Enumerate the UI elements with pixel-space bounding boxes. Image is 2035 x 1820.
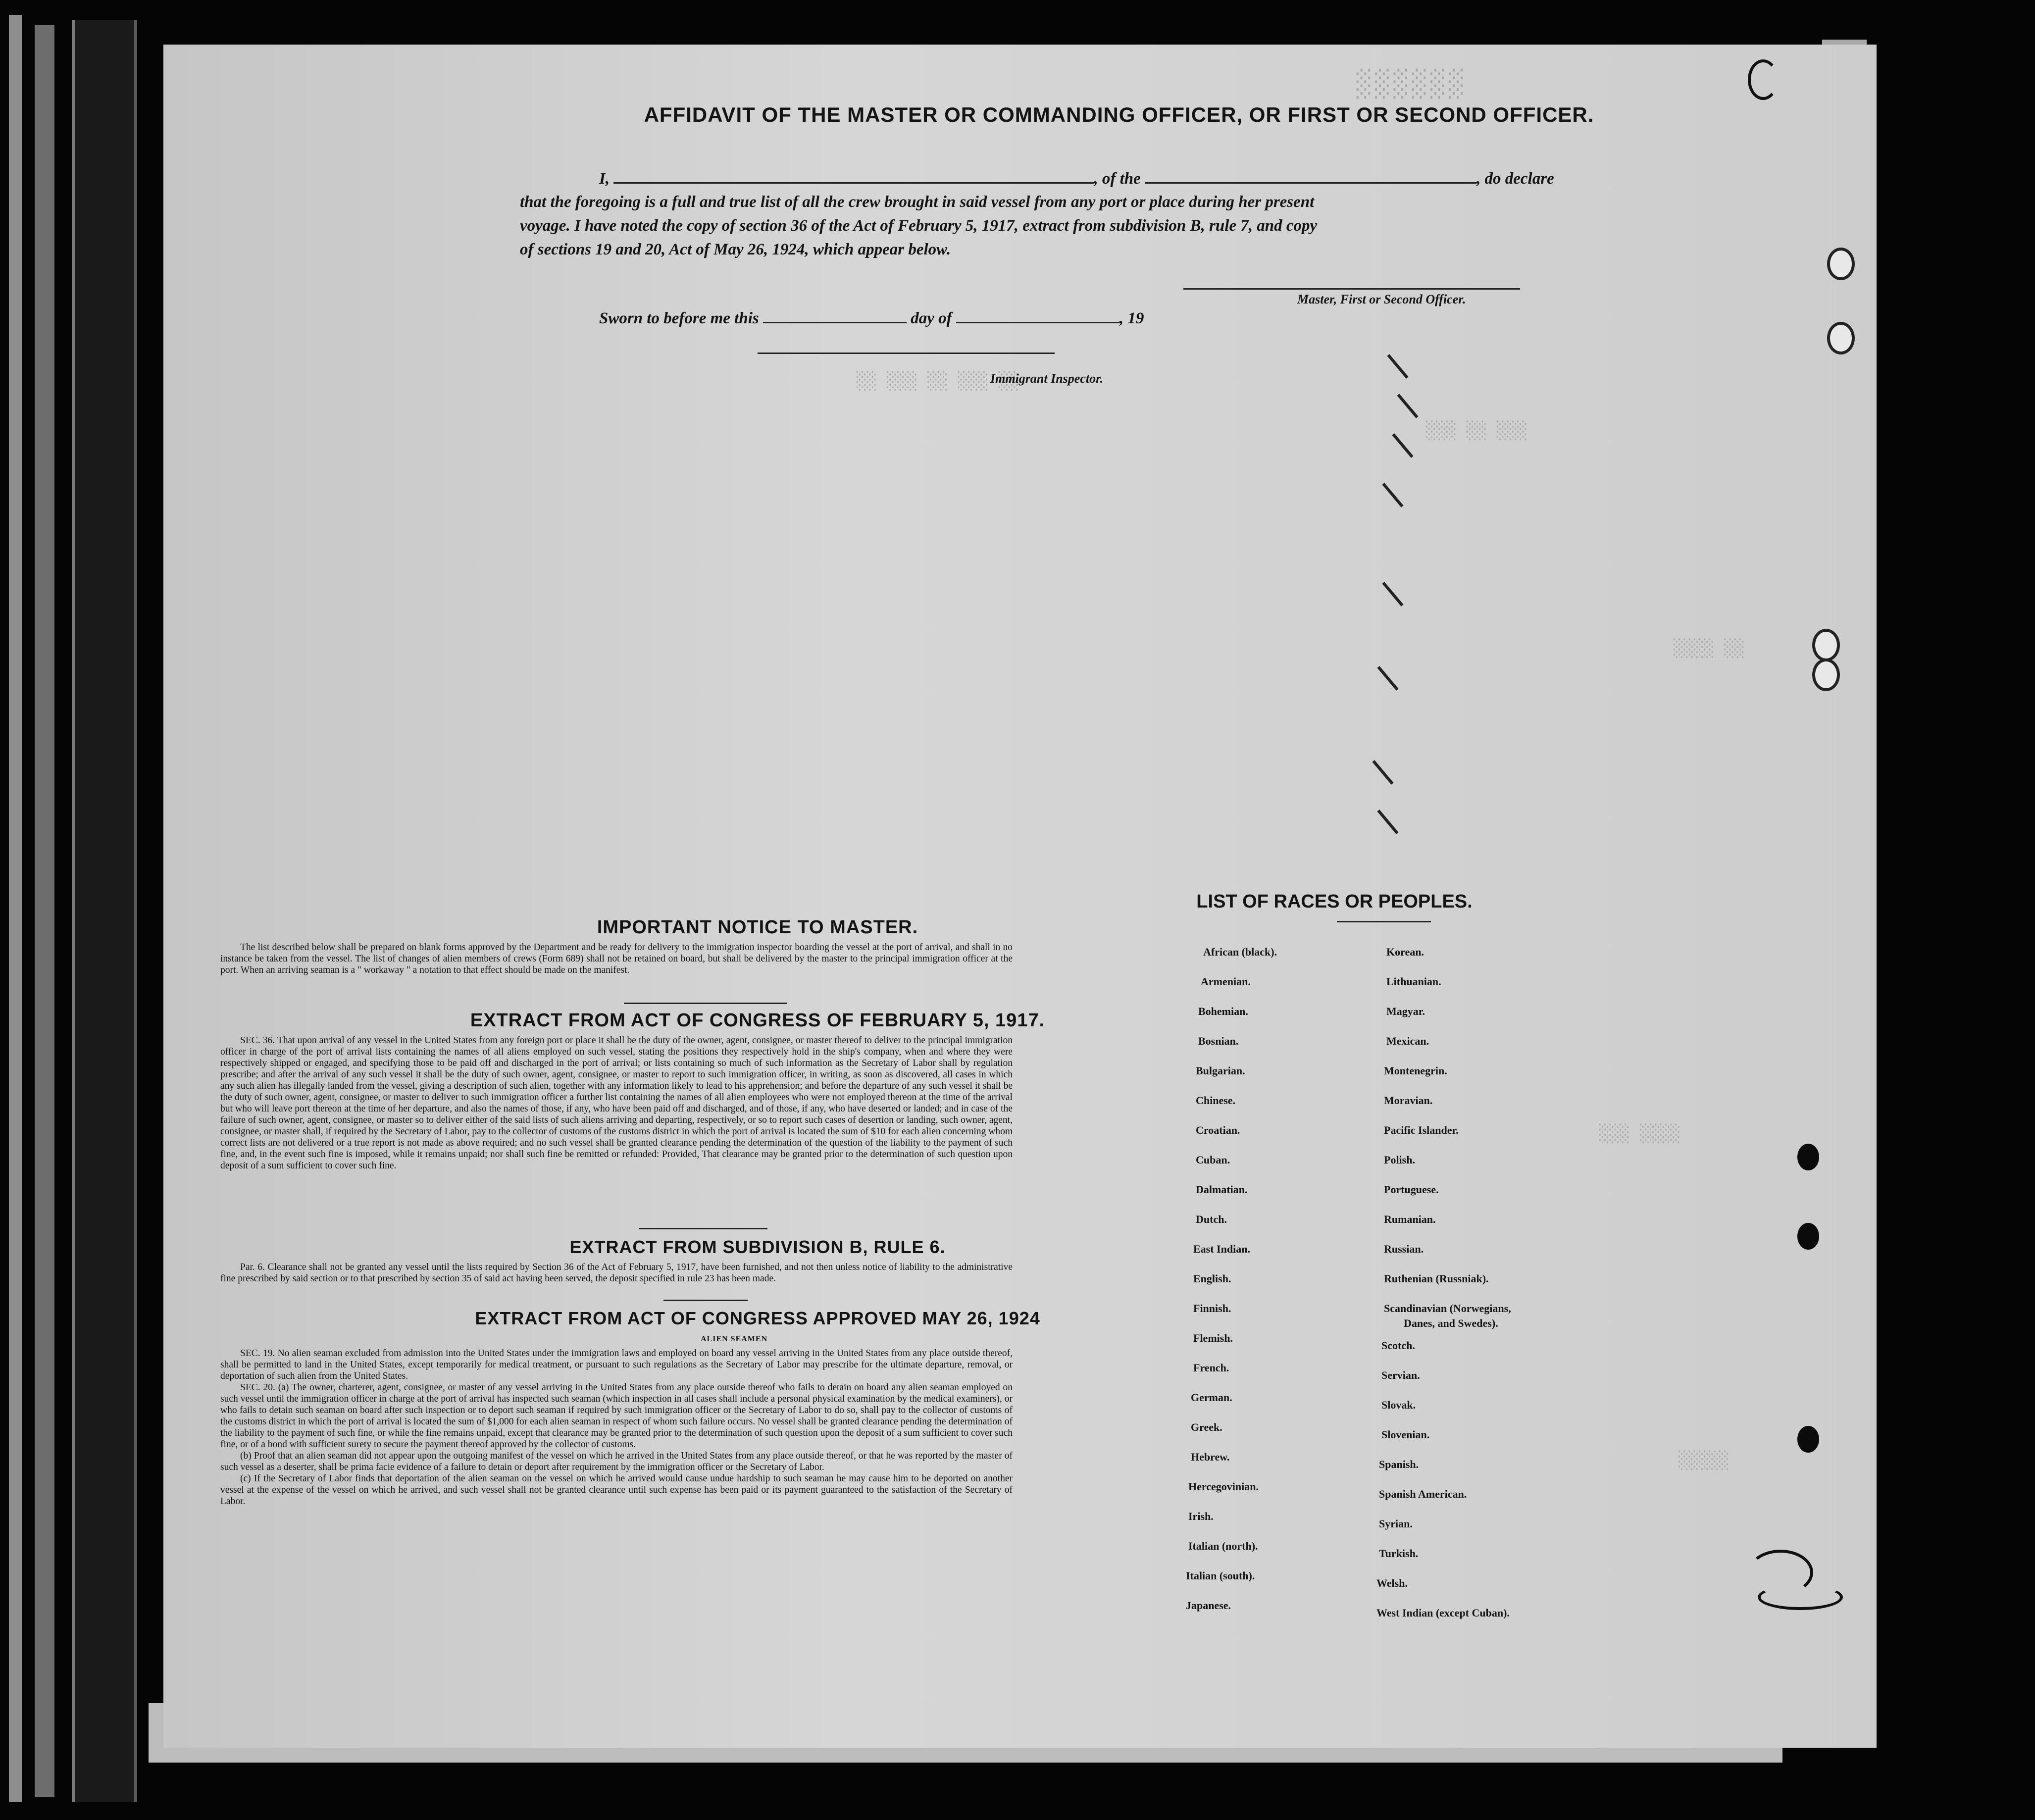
affidavit-text: that the foregoing is a full and true list of all the crew brought in said vessel from any port or place during her present <box>520 193 1315 211</box>
race-item: Dalmatian. <box>1196 1183 1248 1196</box>
race-item: French. <box>1193 1362 1229 1374</box>
affidavit-title: AFFIDAVIT OF THE MASTER OR COMMANDING OFFICER, OR FIRST OR SECOND OFFICER. <box>644 103 1594 126</box>
race-item: Lithuanian. <box>1386 975 1441 988</box>
race-item: Finnish. <box>1193 1302 1231 1314</box>
pencil-tick-mark <box>1397 394 1418 418</box>
races-title: LIST OF RACES OR PEOPLES. <box>1196 891 1473 912</box>
sec20a-text: SEC. 20. (a) The owner, charterer, agent, consignee, or master of any vessel arriving in the United States from any place outside thereof who fails to detain on board any alien seaman employed on such vessel until the immigration officer in charge at the port of arrival has inspected such seaman (which inspection in all cases shall include a personal physical examination by the medical examiners), or who fails to detain such seaman on board after such inspection or to deport such seaman if required by such immigration officer or the Secretary of Labor to do so, shall pay to the collector of customs of the customs district in which the port of arrival is located the sum of $1,000 for each alien seaman in respect of whom such failure occurs. No vessel shall be granted clearance pending the determination of the liability to the payment of such fine, or while the fine remains unpaid, except that clearance may be granted prior to the determination of such question upon the deposit of a sum sufficient to cover such fine, or of a bond with sufficient surety to secure the payment thereof approved by the collector of customs. <box>220 1382 1013 1450</box>
race-item: East Indian. <box>1193 1243 1250 1255</box>
section-rule <box>639 1228 767 1229</box>
binder-hole <box>1827 248 1855 280</box>
section-rule <box>624 1003 787 1004</box>
race-item: Portuguese. <box>1384 1183 1439 1196</box>
race-item: Ruthenian (Russniak). <box>1384 1272 1489 1285</box>
sec20c-text: (c) If the Secretary of Labor finds that deportation of the alien seaman on the vessel on which he arrived would cause undue hardship to such seaman he may cause him to be deported on another vessel at the expense of the vessel on which he arrived, and such vessel shall not be granted clearance until such expense has been paid or its payment guaranteed to the satisfaction of the Secretary of Labor. <box>220 1473 1013 1507</box>
bleed-through-texture: ░░░░░░ <box>1352 69 1463 99</box>
inspector-signature-line[interactable] <box>758 353 1055 354</box>
affidavit-of-the: , of the <box>1094 170 1141 188</box>
pencil-tick-mark <box>1382 582 1403 607</box>
bleed-through-texture: ░░░░ ░░ <box>1674 639 1745 658</box>
race-item: Italian (north). <box>1188 1540 1258 1552</box>
binder-hole <box>1797 1426 1819 1453</box>
race-item: Moravian. <box>1384 1094 1433 1107</box>
bleed-through-texture: ░░ ░░░ ░░ ░░░ ░░ <box>857 371 1019 391</box>
pencil-tick-mark <box>1372 760 1393 785</box>
pencil-tick-mark <box>1377 809 1398 834</box>
extract-rule6-body: Par. 6. Clearance shall not be granted any vessel until the lists required by Section 36 of the Act of February 5, 1917, have been furnished, and not then unless notice of liability to the administrative fine prescribed by said section or to that prescribed by section 35 of said act having been served, the deposit specified in rule 23 has been made. <box>220 1262 1013 1284</box>
race-item: Mexican. <box>1386 1035 1429 1047</box>
race-item: German. <box>1191 1391 1232 1404</box>
master-signature-line[interactable] <box>1183 288 1520 290</box>
extract-1924-title: EXTRACT FROM ACT OF CONGRESS APPROVED MAY 26, 1924 <box>475 1308 1040 1328</box>
race-item: Russian. <box>1384 1243 1424 1255</box>
section-rule <box>1337 921 1431 922</box>
race-item: Slovenian. <box>1381 1428 1430 1441</box>
race-item: Polish. <box>1384 1154 1415 1166</box>
pencil-tick-mark <box>1377 666 1398 691</box>
race-item: Flemish. <box>1193 1332 1233 1344</box>
race-item: Italian (south). <box>1186 1569 1255 1582</box>
binder-hole <box>1797 1223 1819 1250</box>
film-edge-strip <box>9 15 22 1802</box>
extract-1917-title: EXTRACT FROM ACT OF CONGRESS OF FEBRUARY 5, 1917. <box>470 1010 1045 1031</box>
race-item: Irish. <box>1188 1510 1214 1522</box>
race-item: Rumanian. <box>1384 1213 1436 1225</box>
race-item: Turkish. <box>1379 1547 1419 1560</box>
manifest-page <box>163 45 1877 1748</box>
race-item: Slovak. <box>1381 1399 1416 1411</box>
binder-hole <box>1812 658 1840 691</box>
sworn-month-blank[interactable] <box>956 308 1119 323</box>
bleed-through-texture: ░░░ ░░ ░░░ <box>1426 421 1527 441</box>
race-item: African (black). <box>1203 946 1277 958</box>
race-item: Scandinavian (Norwegians, <box>1384 1302 1511 1314</box>
affidavit-declaration-line <box>599 168 1554 188</box>
race-item: Armenian. <box>1201 975 1251 988</box>
year-prefix: , 19 <box>1119 309 1144 327</box>
name-blank[interactable] <box>613 168 1094 184</box>
notice-body: The list described below shall be prepared on blank forms approved by the Department and be ready for delivery to the immigration inspector boarding the vessel at the port of arrival, and shall in no instance be taken from the vessel. The list of changes of alien members of crews (Form 689) shall not be retained on board, but shall be delivered by the master to the principal immigration officer at the port. When an arriving seaman is a " workaway " a notation to that effect should be made on the manifest. <box>220 942 1013 975</box>
extract-1924-body <box>220 1348 1013 1507</box>
race-item: Hercegovinian. <box>1188 1480 1259 1493</box>
binder-hole <box>1812 629 1840 661</box>
inspector-signature-caption: Immigrant Inspector. <box>990 371 1104 386</box>
affidavit-i: I, <box>599 170 610 188</box>
race-item: Croatian. <box>1196 1124 1240 1136</box>
extract-1924-subtitle: ALIEN SEAMEN <box>701 1335 768 1343</box>
master-signature-caption: Master, First or Second Officer. <box>1297 292 1466 306</box>
race-item: Pacific Islander. <box>1384 1124 1459 1136</box>
bleed-through-texture: ░░░░░ <box>1679 1451 1730 1470</box>
sworn-day-blank[interactable] <box>763 308 907 323</box>
pencil-tick-mark <box>1382 483 1403 507</box>
race-item: Welsh. <box>1376 1577 1408 1589</box>
race-item: Dutch. <box>1196 1213 1227 1225</box>
handwritten-mark <box>1758 1584 1843 1610</box>
race-item: English. <box>1193 1272 1231 1285</box>
race-item: Korean. <box>1386 946 1424 958</box>
race-item: Hebrew. <box>1191 1451 1230 1463</box>
affidavit-text: of sections 19 and 20, Act of May 26, 1924, which appear below. <box>520 241 951 258</box>
race-item: Magyar. <box>1386 1005 1425 1017</box>
film-edge-strip <box>72 20 137 1802</box>
race-item: Greek. <box>1191 1421 1222 1433</box>
race-item: Bohemian. <box>1198 1005 1248 1017</box>
day-of-label: day of <box>911 309 952 327</box>
race-item: Bosnian. <box>1198 1035 1239 1047</box>
sec20b-text: (b) Proof that an alien seaman did not appear upon the outgoing manifest of the vessel on which he arrived in the United States from any place outside thereof, or that he was reported by the master of such vessel as a deserter, shall be prima facie evidence of a failure to detain or deport after requirement by the immigration officer or the Secretary of Labor. <box>220 1451 1013 1472</box>
handwritten-mark <box>1748 59 1779 100</box>
race-item: Scotch. <box>1381 1339 1415 1352</box>
sec19-text: SEC. 19. No alien seaman excluded from admission into the United States under the immigration laws and employed on board any vessel arriving in the United States from any place outside thereof, shall be permitted to land in the United States, except temporarily for medical treatment, or pursuant to such regulations as the Secretary of Labor may prescribe for the ultimate departure, removal, or deportation of such alien from the United States. <box>220 1348 1013 1381</box>
pencil-tick-mark <box>1387 354 1408 379</box>
binder-hole <box>1797 1144 1819 1170</box>
race-item: Spanish. <box>1379 1458 1419 1470</box>
binder-hole <box>1827 322 1855 354</box>
race-item: Spanish American. <box>1379 1488 1467 1500</box>
race-item: Cuban. <box>1196 1154 1230 1166</box>
race-item: Chinese. <box>1196 1094 1236 1107</box>
sworn-label: Sworn to before me this <box>599 309 759 327</box>
notice-title: IMPORTANT NOTICE TO MASTER. <box>597 917 918 938</box>
extract-1917-body: SEC. 36. That upon arrival of any vessel in the United States from any foreign port or place it shall be the duty of the owner, agent, consignee, or master thereof to deliver to the principal immigration officer in charge of the port of arrival lists containing the names of all aliens employed on such vessel, stating the positions they respectively hold in the ship's company, when and where they were respectively shipped or engaged, and specifying those to be paid off and discharged in the port of arrival; or lists containing so much of such information as the Secretary of Labor shall by regulation prescribe; and after the arrival of any such vessel it shall be the duty of such owner, agent, consignee, or master to report to such immigration officer, in writing, as soon as discovered, all cases in which any such alien has illegally landed from the vessel, giving a description of such alien, together with any information likely to lead to his apprehension; and before the departure of any such vessel it shall be the duty of such owner, agent, consignee, or master to deliver to such immigration officer a further list containing the names of all alien employees who were not employed thereon at the time of the arrival but who will leave port thereon at the time of her departure, and also the names of those, if any, who have been paid off and discharged, and of those, if any, who have deserted or landed; and in case of the failure of such owner, agent, consignee, or master so to deliver either of the said lists of such aliens arriving and departing, respectively, or so to report such cases of desertion or landing, such owner, agent, consignee, or master shall, if required by the Secretary of Labor, pay to the collector of customs of the customs district in which the port of arrival is located the sum of $10 for each alien concerning whom correct lists are not delivered or a true report is not made as above required; and no such vessel shall be granted clearance pending the determination of the question of the liability to the payment of such fine, and, in the event such fine is imposed, while it remains unpaid; nor shall such fine be remitted or refunded: Provided, That clearance may be granted prior to the determination of such question upon deposit of a sum sufficient to cover such fine. <box>220 1035 1013 1171</box>
race-item: Japanese. <box>1186 1599 1231 1612</box>
vessel-blank[interactable] <box>1145 168 1476 184</box>
race-item: Montenegrin. <box>1384 1064 1447 1077</box>
sworn-line <box>599 308 1144 328</box>
race-item: West Indian (except Cuban). <box>1376 1607 1510 1619</box>
race-item: Syrian. <box>1379 1517 1413 1530</box>
race-item: Bulgarian. <box>1196 1064 1245 1077</box>
affidavit-do-declare: , do declare <box>1476 170 1554 188</box>
race-item: Danes, and Swedes). <box>1404 1317 1498 1329</box>
affidavit-text: voyage. I have noted the copy of section 36 of the Act of February 5, 1917, extract from subdivision B, rule 7, and copy <box>520 217 1318 235</box>
section-rule <box>663 1300 748 1301</box>
extract-rule6-title: EXTRACT FROM SUBDIVISION B, RULE 6. <box>569 1237 946 1257</box>
pencil-tick-mark <box>1392 433 1413 458</box>
race-item: Servian. <box>1381 1369 1420 1381</box>
bleed-through-texture: ░░░ ░░░░ <box>1599 1124 1680 1144</box>
film-edge-strip <box>35 25 54 1797</box>
